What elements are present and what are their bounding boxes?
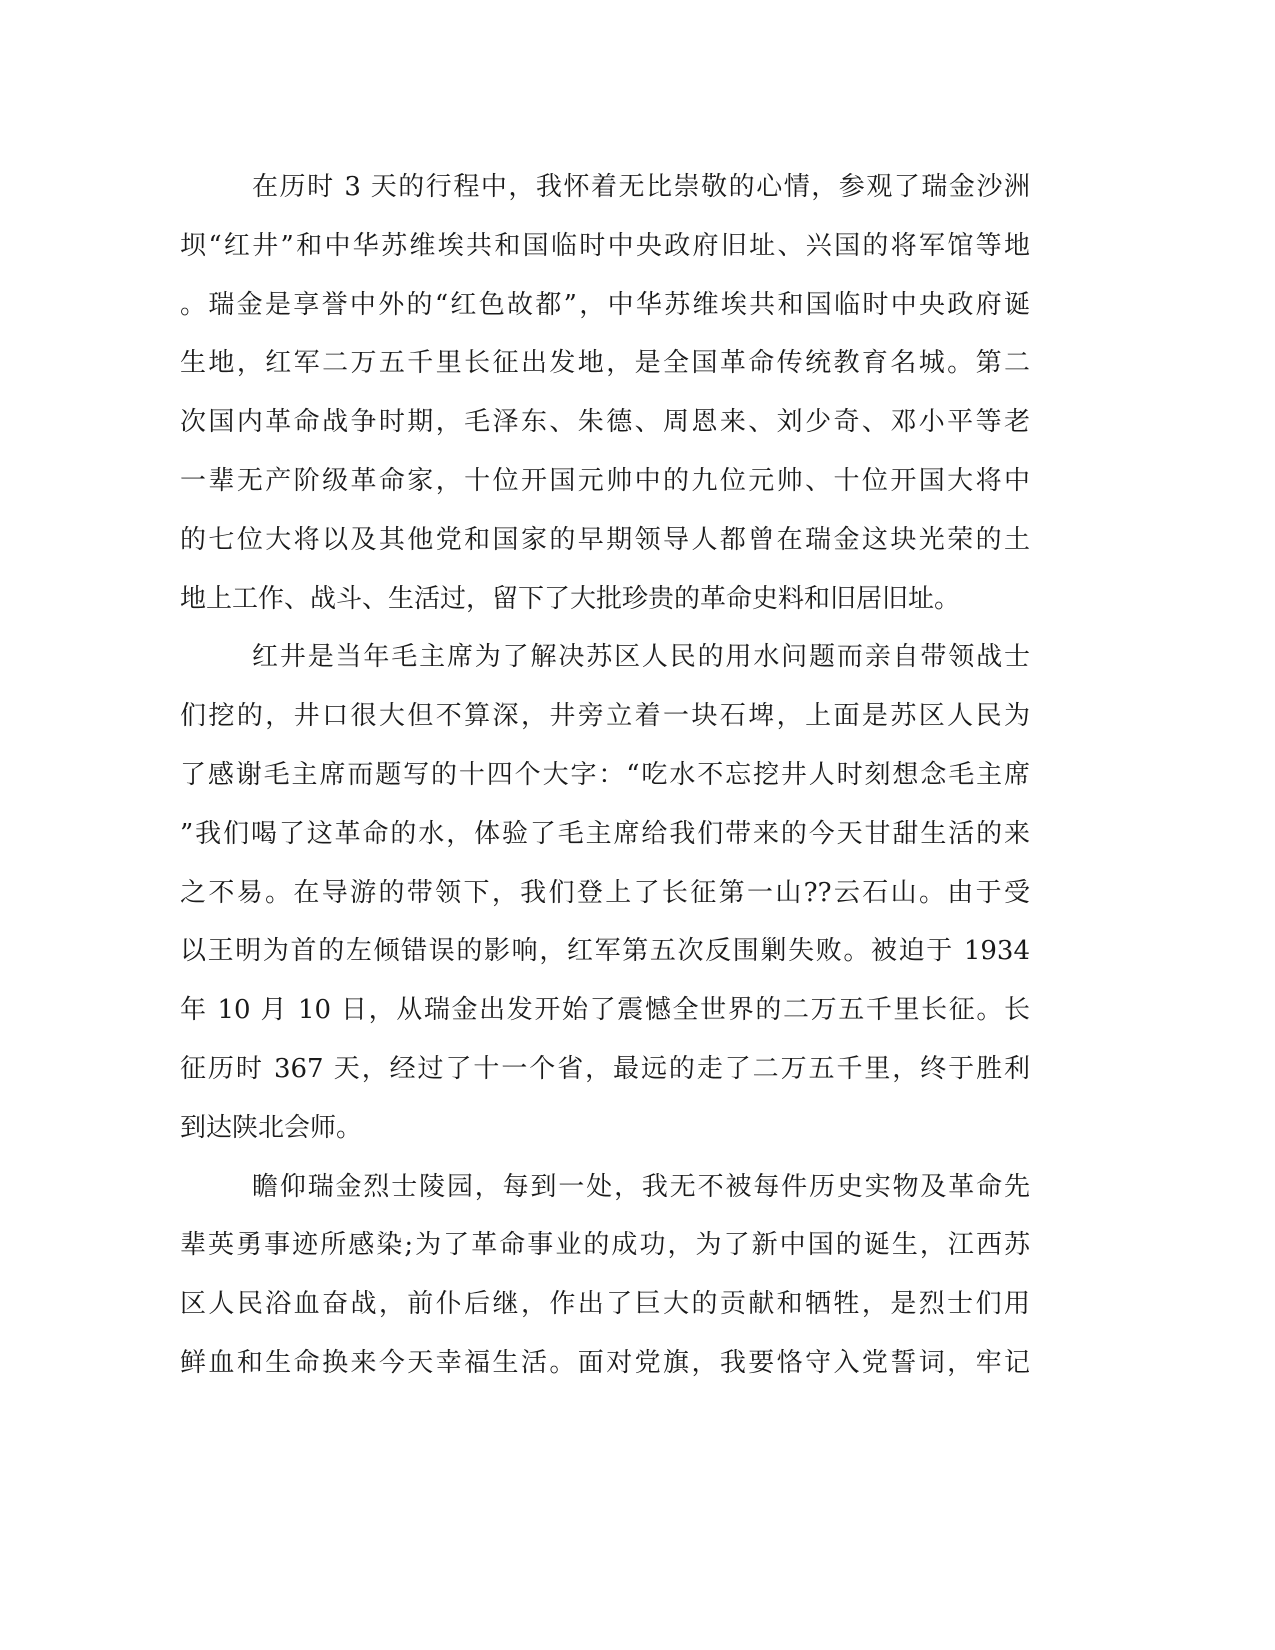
paragraph-1 (180, 158, 1030, 628)
text-line: 坝“红井”和中华苏维埃共和国临时中央政府旧址、兴国的将军馆等地 (180, 230, 1030, 261)
text-line: 辈英勇事迹所感染;为了革命事业的成功，为了新中国的诞生，江西苏 (180, 1230, 1030, 1261)
text-line: 红井是当年毛主席为了解决苏区人民的用水问题而亲自带领战士 (252, 642, 1030, 673)
text-line: 到达陕北会师。 (180, 1112, 363, 1143)
text-line: 瞻仰瑞金烈士陵园，每到一处，我无不被每件历史实物及革命先 (252, 1171, 1030, 1202)
text-line: 们挖的，井口很大但不算深，井旁立着一块石埤，上面是苏区人民为 (180, 701, 1030, 732)
text-line: 地上工作、战斗、生活过，留下了大批珍贵的革命史料和旧居旧址。 (180, 583, 961, 614)
text-line: 征历时 367 天，经过了十一个省，最远的走了二万五千里，终于胜利 (180, 1053, 1030, 1084)
text-line: 以王明为首的左倾错误的影响，红军第五次反围剿失败。被迫于 1934 (180, 936, 1030, 967)
text-line: 在历时 3 天的行程中，我怀着无比崇敬的心情，参观了瑞金沙洲 (252, 172, 1030, 202)
document-body (180, 158, 1030, 1393)
text-line: 了感谢毛主席而题写的十四个大字：“吃水不忘挖井人时刻想念毛主席 (180, 759, 1030, 790)
paragraph-2 (180, 628, 1030, 1157)
text-line: 之不易。在导游的带领下，我们登上了长征第一山??云石山。由于受 (180, 877, 1030, 908)
text-line: 的七位大将以及其他党和国家的早期领导人都曾在瑞金这块光荣的土 (180, 524, 1030, 555)
text-line: 年 10 月 10 日，从瑞金出发开始了震憾全世界的二万五千里长征。长 (180, 995, 1030, 1026)
text-line: 区人民浴血奋战，前仆后继，作出了巨大的贡献和牺牲，是烈士们用 (180, 1289, 1030, 1320)
text-line: 鲜血和生命换来今天幸福生活。面对党旗，我要恪守入党誓词，牢记 (180, 1347, 1030, 1378)
paragraph-3 (180, 1158, 1030, 1393)
text-line: ”我们喝了这革命的水，体验了毛主席给我们带来的今天甘甜生活的来 (180, 818, 1030, 849)
text-line: 。瑞金是享誉中外的“红色故都”，中华苏维埃共和国临时中央政府诞 (180, 289, 1030, 320)
text-line: 生地，红军二万五千里长征出发地，是全国革命传统教育名城。第二 (180, 348, 1030, 379)
text-line: 一辈无产阶级革命家，十位开国元帅中的九位元帅、十位开国大将中 (180, 465, 1030, 496)
text-line: 次国内革命战争时期，毛泽东、朱德、周恩来、刘少奇、邓小平等老 (180, 407, 1030, 438)
